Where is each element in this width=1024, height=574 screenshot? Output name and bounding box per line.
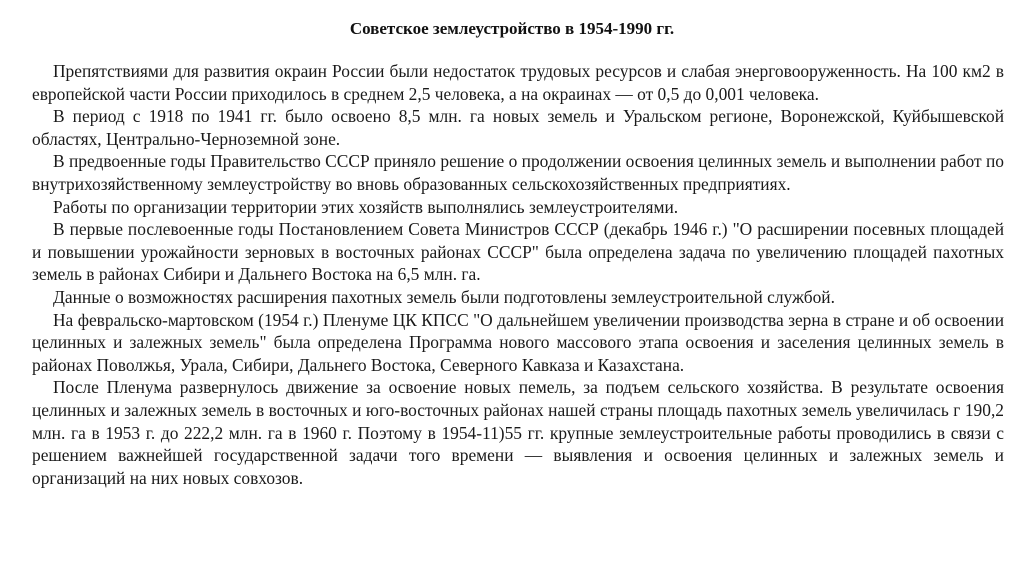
paragraph-8: После Пленума развернулось движение за освоение новых пемель, за подъем сельского хозяйства. В результате освоения целинных и залежных земель в восточных и юго-восточных районах нашей страны площадь пахотных земель увеличилась г 190,2 млн. га в 1953 г. до 222,2 млн. га в 1960 г. Поэтому в 1954-11)55 гг. крупные землеустроительные работы проводились в связи с решением важнейшей государственной задачи того времени — выявления и освоения целинных и залежных земель и организаций на них новых совхозов. [32,377,1004,488]
document-body [32,60,1004,489]
document-title: Советское землеустройство в 1954-1990 гг. [349,19,675,38]
paragraph-7: На февральско-мартовском (1954 г.) Пленуме ЦК КПСС "О дальнейшем увеличении производства зерна в стране и об освоении целинных и залежных земель" была определена Программа нового массового этапа освоения и заселения целинных земель в районах Поволжья, Урала, Сибири, Дальнего Востока, Северного Кавказа и Казахстана. [32,309,1004,375]
paragraph-6: Данные о возможностях расширения пахотных земель были подготовлены землеустроительной службой. [53,286,835,307]
paragraph-2: В период с 1918 по 1941 гг. было освоено 8,5 млн. га новых земель и Уральском регионе, Воронежской, Куйбышевской областях, Центрально-Черноземной зоне. [32,106,1004,149]
paragraph-5: В первые послевоенные годы Постановлением Совета Министров СССР (декабрь 1946 г.) "О расширении посевных площадей и повышении урожайности зерновых в восточных районах СССР" была определена задача по увеличению площадей пахотных земель в районах Сибири и Дальнего Востока на 6,5 млн. га. [32,219,1004,285]
paragraph-1: Препятствиями для развития окраин России были недостаток трудовых ресурсов и слабая энерговооруженность. На 100 км2 в европейской части России приходилось в среднем 2,5 человека, а на окраинах — от 0,5 до 0,001 человека. [32,61,1004,104]
paragraph-4: Работы по организации территории этих хозяйств выполнялись землеустроителями. [53,196,679,217]
paragraph-3: В предвоенные годы Правительство СССР приняло решение о продолжении освоения целинных земель и выполнении работ по внутрихозяйственному землеустройству во вновь образованных сельскохозяйственных предприятиях. [32,151,1004,194]
